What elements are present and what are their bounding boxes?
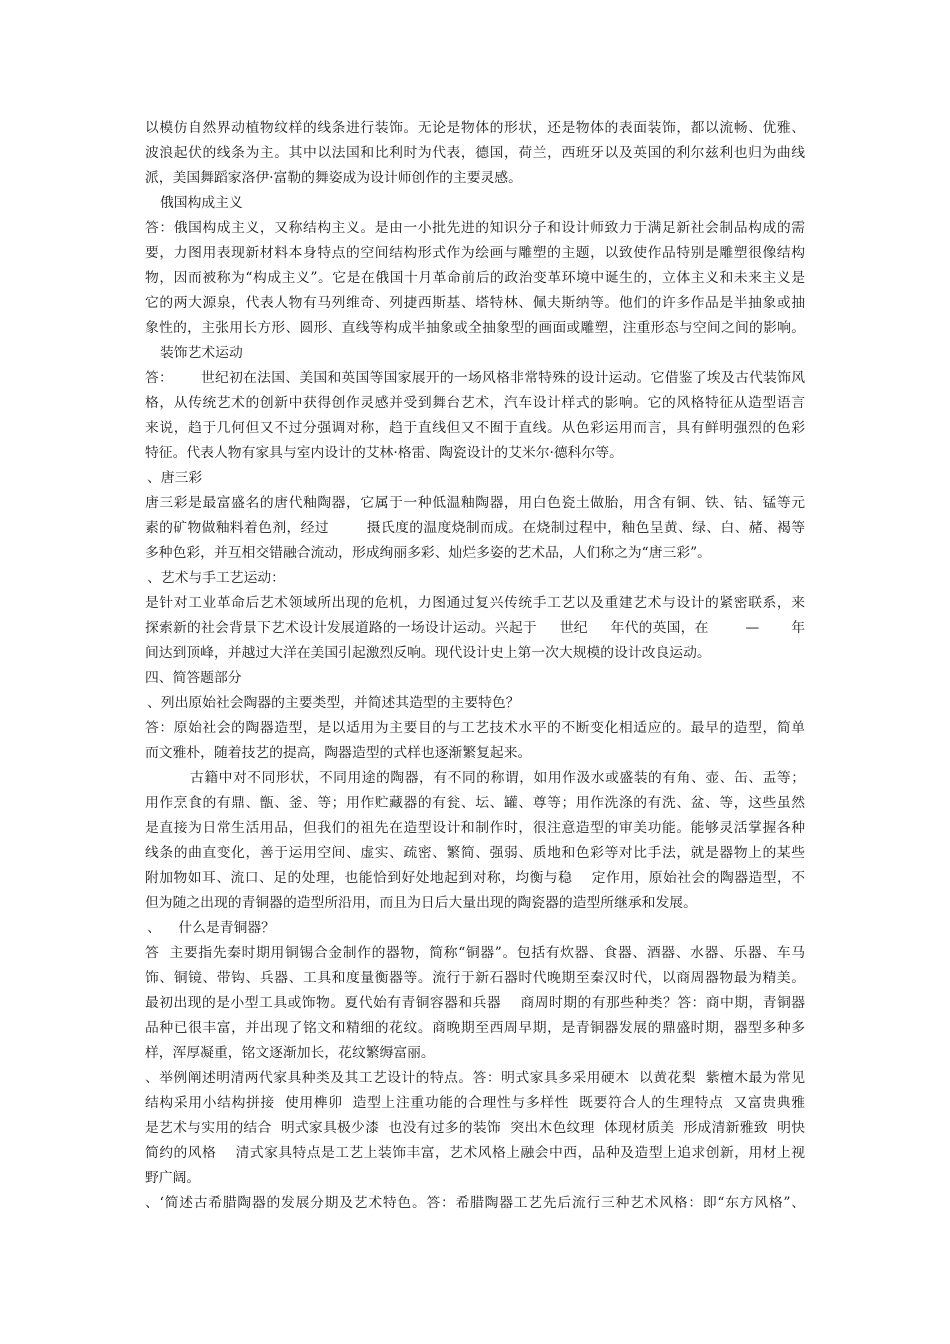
text-line: 素的矿物做釉料着色剂，经过 摄氏度的温度烧制而成。在烧制过程中，釉色呈黄、绿、白、赭、褐等: [145, 520, 805, 536]
text-line: 物，因而被称为“构成主义”。它是在俄国十月革命前后的政治变革环境中诞生的，立体主义和未来主义是: [145, 270, 805, 286]
section-heading: 装饰艺术运动: [160, 345, 243, 361]
text-line: 古籍中对不同形状，不同用途的陶器，有不同的称谓，如用作汲水或盛装的有角、壶、缶、盂等；: [190, 770, 805, 786]
document-page: [145, 116, 805, 1216]
text-line: 品种已很丰富，并出现了铭文和精细的花纹。商晚期至西周早期，是青铜器发展的鼎盛时期，器型多种多: [145, 1020, 805, 1036]
text-line: 派，美国舞蹈家洛伊·富勒的舞姿成为设计师创作的主要灵感。: [145, 170, 522, 186]
text-line: 饰、铜镜、带钩、兵器、工具和度量衡器等。流行于新石器时代晚期至秦汉时代，以商周器物最为精美。: [145, 970, 805, 986]
text-line: 答：原始社会的陶器造型，是以适用为主要目的与工艺技术水平的不断变化相适应的。最早的造型，简单: [145, 720, 805, 736]
text-line: 最初出现的是小型工具或饰物。夏代始有青铜容器和兵器 商周时期的有那些种类？答：商中期，青铜器: [145, 995, 805, 1011]
text-line: 探索新的社会背景下艺术设计发展道路的一场设计运动。兴起于 世纪 年代的英国，在 — 年: [145, 620, 805, 636]
text-line: 是艺术与实用的结合 明式家具极少漆 也没有过多的装饰 突出木色纹理 体现材质美 形成清新雅致 明快: [145, 1120, 805, 1136]
text-line: 是直接为日常生活用品，但我们的祖先在造型设计和制作时，很注意造型的审美功能。能够灵活掌握各种: [145, 820, 805, 836]
question-heading: 、 什么是青铜器？: [147, 920, 275, 936]
text-line: 答：俄国构成主义，又称结构主义。是由一小批先进的知识分子和设计师致力于满足新社会制品构成的需: [145, 220, 805, 236]
text-line: 答： 世纪初在法国、美国和英国等国家展开的一场风格非常特殊的设计运动。它借鉴了埃及古代装饰风: [145, 370, 805, 386]
text-line: 而文雅朴，随着技艺的提高，陶器造型的式样也逐渐繁复起来。: [145, 745, 532, 761]
text-line: 线条的曲直变化，善于运用空间、虚实、疏密、繁简、强弱、质地和色彩等对比手法，就是器物上的某些: [145, 845, 805, 861]
text-line: 答 主要指先秦时期用铜锡合金制作的器物，简称“铜器”。包括有炊器、食器、酒器、水器、乐器、车马: [145, 945, 805, 961]
text-line: 野广阔。: [145, 1170, 201, 1186]
text-line: 要，力图用表现新材料本身特点的空间结构形式作为绘画与雕塑的主题，以致使作品特别是雕塑很像结构: [145, 245, 805, 261]
text-line: 附加物如耳、流口、足的处理，也能恰到好处地起到对称，均衡与稳 定作用，原始社会的陶器造型，不: [145, 870, 805, 886]
text-line: 多种色彩，并互相交错融合流动，形成绚丽多彩、灿烂多姿的艺术品，人们称之为“唐三彩”。: [145, 545, 711, 561]
section-heading: 、艺术与手工艺运动：: [147, 570, 285, 586]
text-line: 波浪起伏的线条为主。其中以法国和比利时为代表，德国，荷兰，西班牙以及英国的利尔兹利也归为曲线: [145, 145, 805, 161]
text-line: 、举例阐述明清两代家具种类及其工艺设计的特点。答：明式家具多采用硬木 以黄花梨 紫檀木最为常见: [145, 1070, 805, 1086]
text-line: 是针对工业革命后艺术领域所出现的危机，力图通过复兴传统手工艺以及重建艺术与设计的紧密联系，来: [145, 595, 805, 611]
text-line: 象性的，主张用长方形、圆形、直线等构成半抽象或全抽象型的画面或雕塑，注重形态与空间之间的影响。: [145, 320, 805, 336]
section-heading: 俄国构成主义: [160, 195, 243, 211]
section-heading: 、唐三彩: [147, 470, 203, 486]
text-line: 它的两大源泉，代表人物有马列维奇、列捷西斯基、塔特林、佩夫斯纳等。他们的许多作品是半抽象或抽: [145, 295, 805, 311]
text-line: 简约的风格 清式家具特点是工艺上装饰丰富，艺术风格上融会中西，品种及造型上追求创新，用材上视: [145, 1145, 805, 1161]
text-line: 来说，趋于几何但又不过分强调对称，趋于直线但又不囿于直线。从色彩运用而言，具有鲜明强烈的色彩: [145, 420, 805, 436]
text-line: 间达到顶峰，并越过大洋在美国引起激烈反响。现代设计史上第一次大规模的设计改良运动。: [145, 645, 711, 661]
text-line: 、‘简述古希腊陶器的发展分期及艺术特色。答：希腊陶器工艺先后流行三种艺术风格：即“东方风格”、: [145, 1195, 805, 1211]
question-heading: 、列出原始社会陶器的主要类型，并简述其造型的主要特色？: [147, 695, 520, 711]
text-line: 用作烹食的有鼎、甑、釜、等；用作贮藏器的有瓮、坛、罐、尊等；用作洗涤的有洗、盆、等，这些虽然: [145, 795, 805, 811]
text-line: 但为随之出现的青铜器的造型所沿用，而且为日后大量出现的陶瓷器的造型所继承和发展。: [145, 895, 697, 911]
text-line: 以模仿自然界动植物纹样的线条进行装饰。无论是物体的形状，还是物体的表面装饰，都以流畅、优雅、: [145, 120, 805, 136]
text-line: 格，从传统艺术的创新中获得创作灵感并受到舞台艺术，汽车设计样式的影响。它的风格特征从造型语言: [145, 395, 805, 411]
text-line: 唐三彩是最富盛名的唐代釉陶器，它属于一种低温釉陶器，用白色瓷土做胎，用含有铜、铁、钴、锰等元: [145, 495, 805, 511]
text-line: 特征。代表人物有家具与室内设计的艾林·格雷、陶瓷设计的艾米尔·德科尔等。: [145, 445, 623, 461]
text-line: 样，浑厚凝重，铭文逐渐加长，花纹繁缛富丽。: [145, 1045, 435, 1061]
section-heading: 四、简答题部分: [145, 670, 242, 686]
text-line: 结构采用小结构拼接 使用榫卯 造型上注重功能的合理性与多样性 既要符合人的生理特点 又富贵典雅: [145, 1095, 805, 1111]
